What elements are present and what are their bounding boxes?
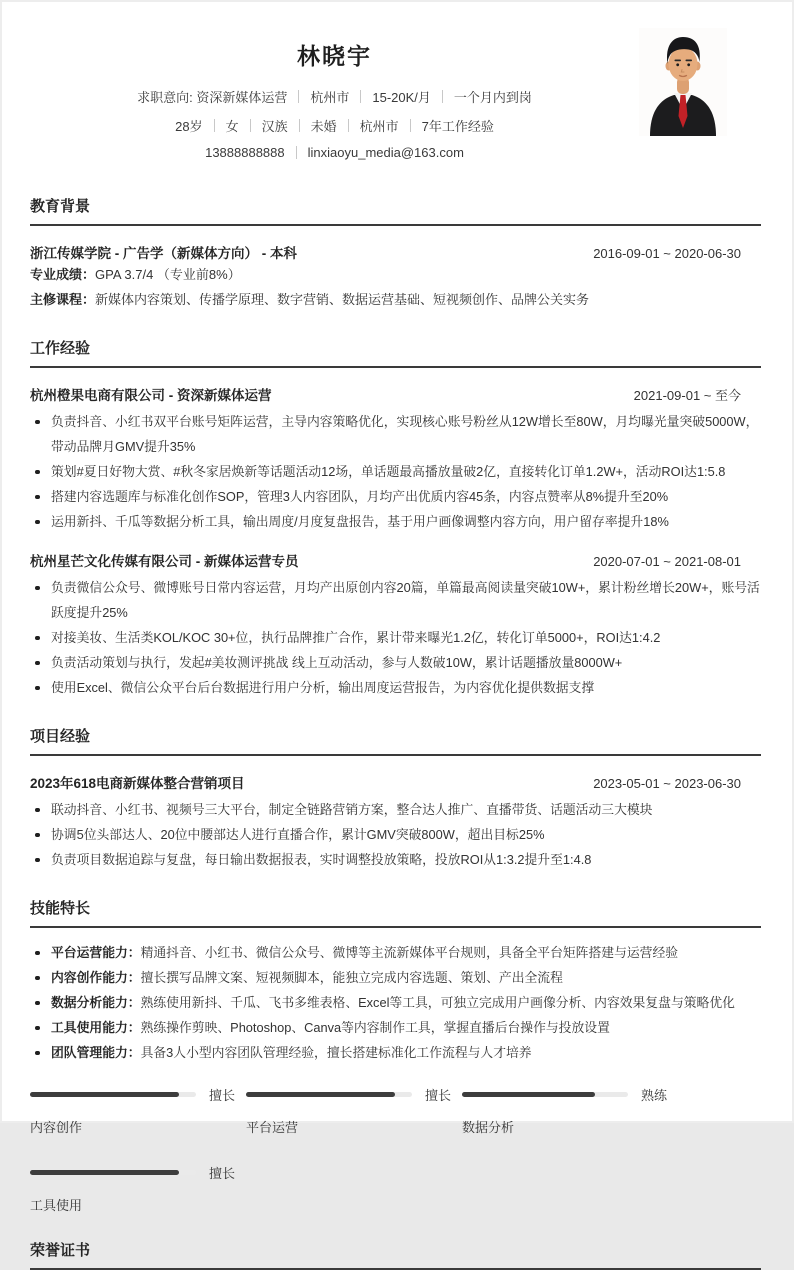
skill-bar-fill [462, 1092, 595, 1097]
project-bullet: 联动抖音、小红书、视频号三大平台，制定全链路营销方案，整合达人推广、直播带货、话题活动三大模块 [30, 797, 761, 822]
school-degree-title: 浙江传媒学院 - 广告学（新媒体方向） - 本科 [30, 246, 297, 261]
project-bullet: 负责项目数据追踪与复盘，每日输出数据报表，实时调整投放策略，投放ROI从1:3.2提升至1:4.8 [30, 847, 761, 872]
section-skills [30, 897, 761, 1214]
work-entry [30, 550, 761, 700]
work-bullet: 策划#夏日好物大赏、#秋冬家居焕新等话题活动12场，单话题最高播放量破2亿，直接转化订单1.2W+，活动ROI达1:5.8 [30, 459, 761, 484]
work-bullet: 负责抖音、小红书双平台账号矩阵运营，主导内容策略优化，实现核心账号粉丝从12W增长至80W，月均曝光量突破5000W，带动品牌月GMV提升35% [30, 409, 761, 459]
skill-bar-block [246, 1085, 462, 1136]
skill-level-label: 擅长 [209, 1088, 236, 1103]
section-heading-skills: 技能特长 [30, 897, 761, 928]
work-bullet: 负责微信公众号、微博账号日常内容运营，月均产出原创内容20篇，单篇最高阅读量突破10W+，累计粉丝增长20W+，账号活跃度提升25% [30, 575, 761, 625]
expected-salary: 15-20K/月 [372, 90, 431, 105]
work-date-range: 2021-09-01 ~ 至今 [633, 388, 741, 403]
skill-bar-track [30, 1170, 196, 1175]
skill-bullet: 数据分析能力：熟练使用新抖、千瓜、飞书多维表格、Excel等工具，可独立完成用户画像分析、内容效果复盘与策略优化 [30, 990, 761, 1015]
courses-line: 主修课程：新媒体内容策划、传播学原理、数字营销、数据运营基础、短视频创作、品牌公关实务 [30, 292, 590, 307]
profile-photo [639, 28, 727, 136]
marital-status: 未婚 [310, 119, 337, 134]
email-address: linxiaoyu_media@163.com [307, 145, 464, 160]
work-bullet: 搭建内容选题库与标准化创作SOP，管理3人内容团队，月均产出优质内容45条，内容点赞率从8%提升至20% [30, 484, 761, 509]
header-text-block [30, 28, 639, 170]
education-date-range: 2016-09-01 ~ 2020-06-30 [593, 246, 741, 261]
personal-info-line [30, 116, 639, 135]
skill-name: 工具使用 [30, 1198, 83, 1213]
work-bullet-list [30, 575, 761, 700]
section-work [30, 337, 761, 700]
gpa-line: 专业成绩：GPA 3.7/4 （专业前8%） [30, 267, 241, 282]
skill-name: 平台运营 [246, 1120, 299, 1135]
skill-bar-track [246, 1092, 412, 1097]
work-bullet: 负责活动策划与执行，发起#美妆测评挑战 线上互动活动，参与人数破10W，累计话题播放量8000W+ [30, 650, 761, 675]
work-bullet: 对接美妆、生活类KOL/KOC 30+位，执行品牌推广合作，累计带来曝光1.2亿，转化订单5000+，ROI达1:4.2 [30, 625, 761, 650]
project-entry-head [30, 772, 761, 792]
project-date-range: 2023-05-01 ~ 2023-06-30 [593, 776, 741, 791]
work-entry [30, 384, 761, 534]
city: 杭州市 [359, 119, 399, 134]
skill-bullet: 工具使用能力：熟练操作剪映、Photoshop、Canva等内容制作工具，掌握直播后台操作与投放设置 [30, 1015, 761, 1040]
section-honors [30, 1239, 761, 1270]
project-entry [30, 772, 761, 872]
skill-bullet: 平台运营能力：精通抖音、小红书、微信公众号、微博等主流新媒体平台规则，具备全平台矩阵搭建与运营经验 [30, 940, 761, 965]
skill-bar-block [462, 1085, 678, 1136]
candidate-name: 林晓宇 [297, 43, 372, 69]
contact-line [30, 145, 639, 160]
project-title: 2023年618电商新媒体整合营销项目 [30, 776, 245, 791]
skill-bars-grid [30, 1085, 761, 1214]
section-education [30, 195, 761, 312]
work-bullet: 运用新抖、千瓜等数据分析工具，输出周度/月度复盘报告，基于用户画像调整内容方向，用户留存率提升18% [30, 509, 761, 534]
job-intent-line [30, 87, 639, 106]
work-entry-head [30, 550, 761, 570]
company-position-title: 杭州星芒文化传媒有限公司 - 新媒体运营专员 [30, 554, 299, 569]
work-bullet-list [30, 409, 761, 534]
skill-bar-track [30, 1092, 196, 1097]
phone-number: 13888888888 [205, 145, 285, 160]
gender: 女 [225, 119, 239, 134]
intent-city: 杭州市 [310, 90, 350, 105]
skill-bar-fill [246, 1092, 395, 1097]
age: 28岁 [175, 119, 203, 134]
availability: 一个月内到岗 [453, 90, 532, 105]
education-entry-head [30, 242, 761, 262]
skill-bar-block [30, 1085, 246, 1136]
job-intent: 求职意向: 资深新媒体运营 [137, 90, 288, 105]
skill-bar-fill [30, 1170, 179, 1175]
job-intent-label: 求职意向: [137, 90, 193, 105]
section-heading-education: 教育背景 [30, 195, 761, 226]
skill-bar-block [30, 1163, 246, 1214]
section-heading-honors: 荣誉证书 [30, 1239, 761, 1270]
skill-bullet: 内容创作能力：擅长撰写品牌文案、短视频脚本，能独立完成内容选题、策划、产出全流程 [30, 965, 761, 990]
project-bullet: 协调5位头部达人、20位中腰部达人进行直播合作，累计GMV突破800W，超出目标25% [30, 822, 761, 847]
skill-bullet-list [30, 940, 761, 1065]
skill-level-label: 熟练 [641, 1088, 668, 1103]
ethnicity: 汉族 [261, 119, 288, 134]
skill-bar-track [462, 1092, 628, 1097]
skill-bullet: 团队管理能力：具备3人小型内容团队管理经验，擅长搭建标准化工作流程与人才培养 [30, 1040, 761, 1065]
resume-header [30, 28, 761, 170]
years-experience: 7年工作经验 [421, 119, 494, 134]
work-entry-head [30, 384, 761, 404]
section-project [30, 725, 761, 872]
section-heading-work: 工作经验 [30, 337, 761, 368]
skill-level-label: 擅长 [209, 1166, 236, 1181]
company-position-title: 杭州橙果电商有限公司 - 资深新媒体运营 [30, 388, 272, 403]
work-bullet: 使用Excel、微信公众平台后台数据进行用户分析，输出周度运营报告，为内容优化提供数据支撑 [30, 675, 761, 700]
work-date-range: 2020-07-01 ~ 2021-08-01 [593, 554, 741, 569]
section-heading-project: 项目经验 [30, 725, 761, 756]
project-bullet-list [30, 797, 761, 872]
skill-name: 内容创作 [30, 1120, 83, 1135]
skill-name: 数据分析 [462, 1120, 515, 1135]
skill-bar-fill [30, 1092, 179, 1097]
skill-level-label: 擅长 [425, 1088, 452, 1103]
